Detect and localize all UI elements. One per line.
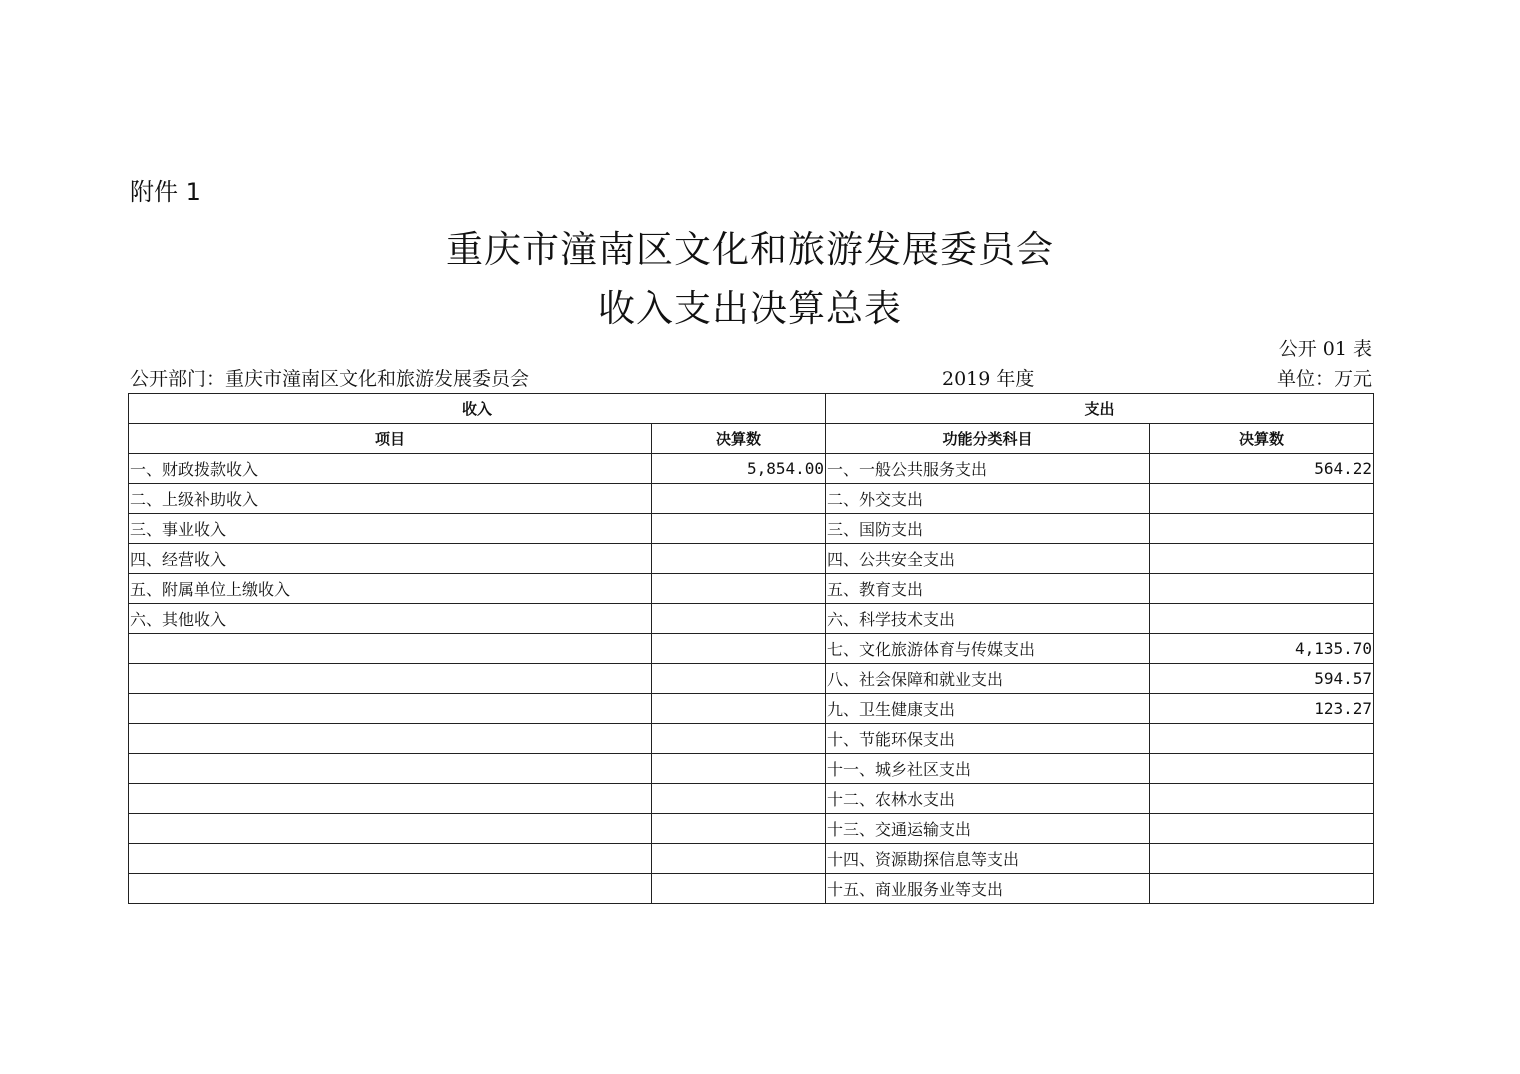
expense-amount: 4,135.70 bbox=[1150, 634, 1374, 664]
income-amount bbox=[652, 634, 826, 664]
income-item bbox=[129, 724, 652, 754]
expense-amount-header: 决算数 bbox=[1150, 424, 1374, 454]
category-header: 功能分类科目 bbox=[826, 424, 1150, 454]
table-row bbox=[129, 484, 1374, 514]
expense-amount bbox=[1150, 784, 1374, 814]
expense-item: 六、科学技术支出 bbox=[826, 604, 1150, 634]
expense-amount bbox=[1150, 814, 1374, 844]
income-item: 四、经营收入 bbox=[129, 544, 652, 574]
expense-item: 九、卫生健康支出 bbox=[826, 694, 1150, 724]
expense-item: 七、文化旅游体育与传媒支出 bbox=[826, 634, 1150, 664]
income-amount bbox=[652, 724, 826, 754]
table-row bbox=[129, 754, 1374, 784]
expense-item: 十一、城乡社区支出 bbox=[826, 754, 1150, 784]
expense-item: 八、社会保障和就业支出 bbox=[826, 664, 1150, 694]
document-subtitle: 收入支出决算总表 bbox=[598, 287, 902, 330]
table-row bbox=[129, 724, 1374, 754]
income-item bbox=[129, 694, 652, 724]
income-item bbox=[129, 814, 652, 844]
income-amount bbox=[652, 694, 826, 724]
income-amount-header: 决算数 bbox=[652, 424, 826, 454]
income-item: 二、上级补助收入 bbox=[129, 484, 652, 514]
income-amount bbox=[652, 484, 826, 514]
income-item: 三、事业收入 bbox=[129, 514, 652, 544]
income-amount: 5,854.00 bbox=[652, 454, 826, 484]
table-row bbox=[129, 664, 1374, 694]
table-row bbox=[129, 874, 1374, 904]
expense-item: 五、教育支出 bbox=[826, 574, 1150, 604]
table-row bbox=[129, 604, 1374, 634]
expense-header: 支出 bbox=[826, 394, 1374, 424]
income-item bbox=[129, 784, 652, 814]
document-title: 重庆市潼南区文化和旅游发展委员会 bbox=[446, 228, 1054, 271]
income-item bbox=[129, 754, 652, 784]
income-item: 五、附属单位上缴收入 bbox=[129, 574, 652, 604]
table-body bbox=[129, 454, 1374, 904]
meta-row bbox=[130, 365, 1372, 393]
table-row bbox=[129, 544, 1374, 574]
expense-item: 十四、资源勘探信息等支出 bbox=[826, 844, 1150, 874]
income-amount bbox=[652, 574, 826, 604]
expense-amount bbox=[1150, 514, 1374, 544]
income-amount bbox=[652, 784, 826, 814]
income-item: 六、其他收入 bbox=[129, 604, 652, 634]
expense-amount bbox=[1150, 604, 1374, 634]
expense-item: 十二、农林水支出 bbox=[826, 784, 1150, 814]
table-number: 公开 01 表 bbox=[1278, 338, 1372, 360]
expense-amount bbox=[1150, 754, 1374, 784]
expense-amount bbox=[1150, 484, 1374, 514]
expense-item: 一、一般公共服务支出 bbox=[826, 454, 1150, 484]
expense-amount: 564.22 bbox=[1150, 454, 1374, 484]
income-amount bbox=[652, 544, 826, 574]
income-item: 一、财政拨款收入 bbox=[129, 454, 652, 484]
fiscal-year: 2019 年度 bbox=[942, 368, 1035, 390]
table-row bbox=[129, 514, 1374, 544]
attachment-label: 附件 1 bbox=[130, 178, 201, 206]
expense-amount: 123.27 bbox=[1150, 694, 1374, 724]
income-amount bbox=[652, 754, 826, 784]
expense-item: 十三、交通运输支出 bbox=[826, 814, 1150, 844]
table-row bbox=[129, 574, 1374, 604]
expense-amount: 594.57 bbox=[1150, 664, 1374, 694]
expense-item: 十五、商业服务业等支出 bbox=[826, 874, 1150, 904]
expense-item: 四、公共安全支出 bbox=[826, 544, 1150, 574]
income-amount bbox=[652, 604, 826, 634]
table-row bbox=[129, 694, 1374, 724]
header-row-columns bbox=[129, 424, 1374, 454]
expense-amount bbox=[1150, 574, 1374, 604]
expense-amount bbox=[1150, 724, 1374, 754]
header-row-groups bbox=[129, 394, 1374, 424]
table-row bbox=[129, 454, 1374, 484]
expense-amount bbox=[1150, 874, 1374, 904]
income-item bbox=[129, 844, 652, 874]
unit-label: 单位：万元 bbox=[1276, 368, 1372, 390]
income-amount bbox=[652, 514, 826, 544]
income-item bbox=[129, 664, 652, 694]
table-row bbox=[129, 844, 1374, 874]
expense-amount bbox=[1150, 844, 1374, 874]
income-item bbox=[129, 874, 652, 904]
table-row bbox=[129, 784, 1374, 814]
income-item bbox=[129, 634, 652, 664]
department-label: 公开部门：重庆市潼南区文化和旅游发展委员会 bbox=[130, 368, 530, 390]
expense-item: 十、节能环保支出 bbox=[826, 724, 1150, 754]
income-amount bbox=[652, 664, 826, 694]
expense-item: 二、外交支出 bbox=[826, 484, 1150, 514]
income-expense-table bbox=[128, 393, 1374, 904]
item-header: 项目 bbox=[129, 424, 652, 454]
income-amount bbox=[652, 874, 826, 904]
expense-amount bbox=[1150, 544, 1374, 574]
expense-item: 三、国防支出 bbox=[826, 514, 1150, 544]
income-amount bbox=[652, 814, 826, 844]
table-row bbox=[129, 814, 1374, 844]
income-amount bbox=[652, 844, 826, 874]
table-row bbox=[129, 634, 1374, 664]
income-header: 收入 bbox=[129, 394, 826, 424]
